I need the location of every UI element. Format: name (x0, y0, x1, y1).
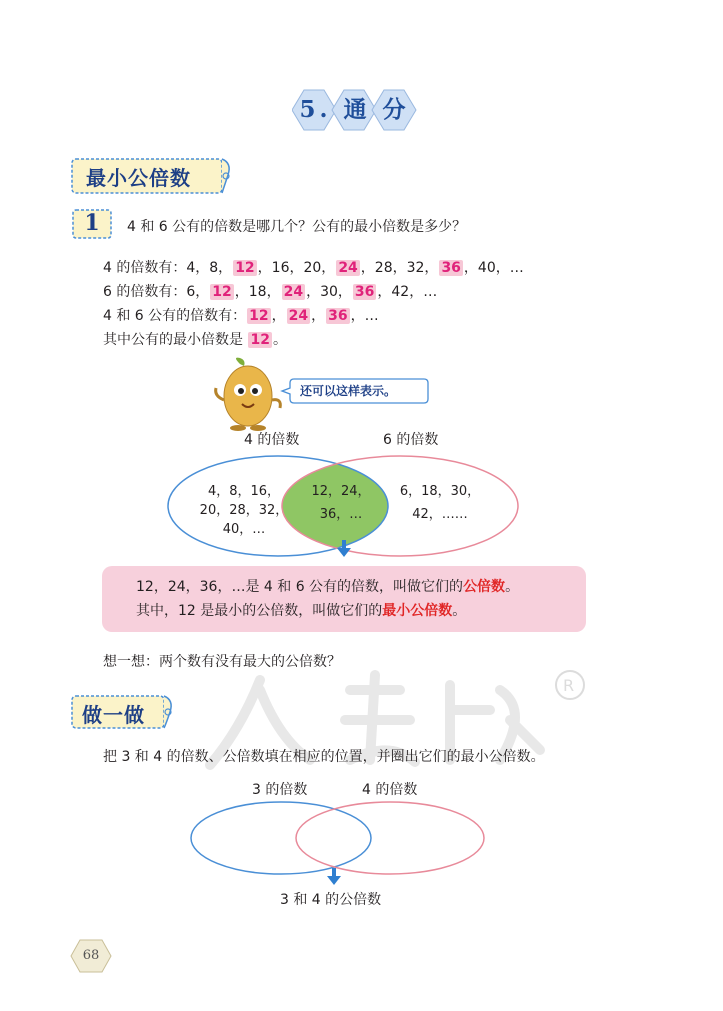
venn2-bottom-label: 3 和 4 的公倍数 (280, 892, 382, 908)
page-title: 5. 通 分 (299, 96, 410, 123)
venn1-left-values: 4，8，16， 20，28，32， 40，… (199, 484, 289, 537)
down-arrow-icon (327, 868, 341, 886)
page-number: 68 (82, 948, 100, 963)
definition-least-common-multiple: 其中，12 是最小的公倍数，叫做它们的最小公倍数。 (136, 603, 467, 619)
venn1-right-label: 6 的倍数 (383, 432, 439, 448)
venn2-left-label: 3 的倍数 (252, 782, 308, 798)
svg-text:R: R (563, 676, 575, 695)
example-question: 4 和 6 公有的倍数是哪几个？公有的最小倍数是多少？ (127, 219, 467, 235)
multiples-of-4-line: 4 的倍数有：4，8， 12 ，16，20， 24 ，28，32， 36 ，40，… (103, 260, 524, 276)
venn-diagram-3-and-4 (188, 800, 488, 878)
multiples-of-6-line: 6 的倍数有：6， 12 ，18， 24 ，30， 36 ，42，… (103, 284, 438, 300)
example-number: 1 (84, 210, 100, 236)
venn2-right-ellipse (296, 802, 484, 874)
venn1-right-values: 6，18，30， 42，…… (399, 484, 481, 522)
definition-common-multiple: 12，24，36，…是 4 和 6 公有的倍数，叫做它们的公倍数。 (136, 579, 520, 595)
common-multiples-line: 4 和 6 公有的倍数有： 12 ， 24 ， 36 ，… (103, 308, 379, 324)
venn2-left-ellipse (191, 802, 371, 874)
practice-instruction: 把 3 和 4 的倍数、公倍数填在相应的位置，并圈出它们的最小公倍数。 (103, 749, 545, 765)
venn1-left-label: 4 的倍数 (244, 432, 300, 448)
practice-title: 做一做 (82, 703, 145, 727)
think-question: 想一想：两个数有没有最大的公倍数？ (103, 654, 341, 670)
venn1-common-values: 12，24， 36，… (311, 484, 371, 522)
section-title: 最小公倍数 (86, 166, 191, 190)
down-arrow-icon (337, 540, 351, 558)
venn2-right-label: 4 的倍数 (362, 782, 418, 798)
least-common-multiple-line: 其中公有的最小倍数是 12 。 (103, 332, 287, 348)
potato-mascot-icon (210, 356, 290, 432)
speech-text: 还可以这样表示。 (300, 384, 397, 398)
